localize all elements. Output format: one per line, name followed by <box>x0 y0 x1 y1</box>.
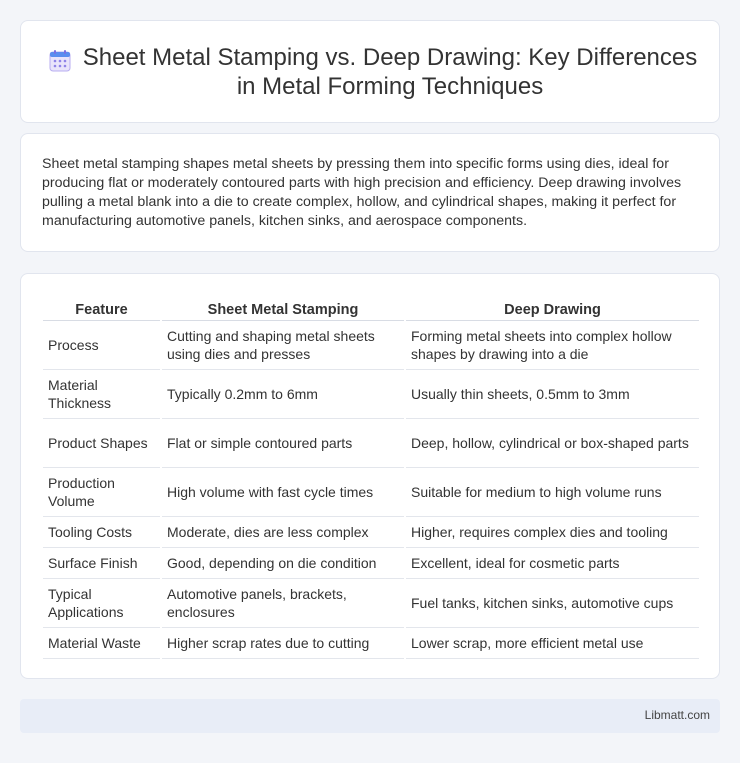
row-feature: Product Shapes <box>43 418 161 467</box>
footer-bar <box>20 699 720 733</box>
row-stamping-value: Good, depending on die condition <box>161 547 405 578</box>
row-deep-drawing-value: Fuel tanks, kitchen sinks, automotive cups <box>405 578 699 627</box>
row-stamping-value: Moderate, dies are less complex <box>161 516 405 547</box>
row-deep-drawing-value: Higher, requires complex dies and tooling <box>405 516 699 547</box>
table-row <box>43 578 699 627</box>
header-sheet-metal-stamping: Sheet Metal Stamping <box>161 294 405 320</box>
row-deep-drawing-value: Suitable for medium to high volume runs <box>405 467 699 516</box>
page-title: Sheet Metal Stamping vs. Deep Drawing: Key Differences in Metal Forming Techniques <box>82 43 698 100</box>
row-stamping-value: Flat or simple contoured parts <box>161 418 405 467</box>
footer-site-link[interactable]: Libmatt.com <box>644 708 710 722</box>
row-feature: Material Waste <box>43 627 161 658</box>
row-feature: Production Volume <box>43 467 161 516</box>
row-deep-drawing-value: Lower scrap, more efficient metal use <box>405 627 699 658</box>
row-stamping-value: Automotive panels, brackets, enclosures <box>161 578 405 627</box>
table-row <box>43 320 699 369</box>
intro-paragraph: Sheet metal stamping shapes metal sheets by pressing them into specific forms using dies, ideal for producing flat or moderately contoured parts with high precision and efficiency. Deep drawing involves pulling a metal blank into a die to create complex, hollow, and cylindrical shapes, making it perfect for manufacturing automotive panels, kitchen sinks, and aerospace components. <box>42 156 682 229</box>
row-deep-drawing-value: Usually thin sheets, 0.5mm to 3mm <box>405 369 699 418</box>
row-stamping-value: High volume with fast cycle times <box>161 467 405 516</box>
table-row <box>43 516 699 547</box>
row-deep-drawing-value: Excellent, ideal for cosmetic parts <box>405 547 699 578</box>
row-feature: Surface Finish <box>43 547 161 578</box>
row-feature: Tooling Costs <box>43 516 161 547</box>
row-feature: Typical Applications <box>43 578 161 627</box>
row-stamping-value: Cutting and shaping metal sheets using dies and presses <box>161 320 405 369</box>
table-row <box>43 467 699 516</box>
table-row <box>43 627 699 658</box>
row-feature: Process <box>43 320 161 369</box>
row-stamping-value: Higher scrap rates due to cutting <box>161 627 405 658</box>
comparison-table <box>43 294 699 659</box>
header-deep-drawing: Deep Drawing <box>405 294 699 320</box>
header-card <box>20 20 720 123</box>
table-row <box>43 418 699 467</box>
row-feature: Material Thickness <box>43 369 161 418</box>
table-row <box>43 547 699 578</box>
header-feature: Feature <box>43 294 161 320</box>
intro-card <box>20 133 720 252</box>
row-deep-drawing-value: Deep, hollow, cylindrical or box-shaped parts <box>405 418 699 467</box>
row-stamping-value: Typically 0.2mm to 6mm <box>161 369 405 418</box>
comparison-table-card <box>20 273 720 679</box>
row-deep-drawing-value: Forming metal sheets into complex hollow shapes by drawing into a die <box>405 320 699 369</box>
table-header-row <box>43 294 699 320</box>
table-row <box>43 369 699 418</box>
